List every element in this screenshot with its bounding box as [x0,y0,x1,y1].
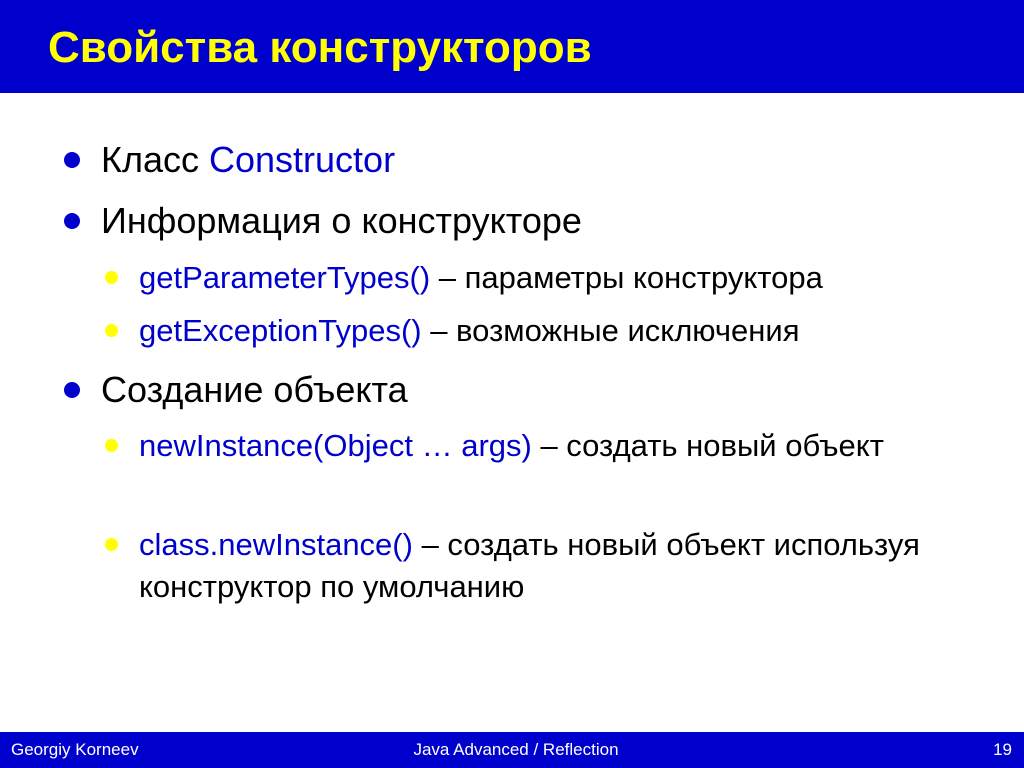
method-description: – возможные исключения [421,313,800,348]
bullet-dot-icon [64,382,80,398]
bullet-item-constructor-info [101,200,582,242]
method-name-code: newInstance(Object … args) [139,428,532,463]
sub-bullet-dot-icon [105,439,118,452]
bullet-item-constructor-class [101,139,395,181]
sub-bullet-dot-icon [105,271,118,284]
class-name-code: Constructor [209,139,396,180]
sub-bullet-exception-types [139,310,979,352]
bullet-item-object-creation [101,369,408,411]
sub-bullet-dot-icon [105,538,118,551]
bullet-text: Информация о конструкторе [101,200,582,241]
bullet-text: Класс [101,139,209,180]
sub-bullet-parameter-types [139,257,979,299]
footer-course-title: Java Advanced / Reflection [413,740,619,759]
slide-title: Свойства конструкторов [48,23,592,72]
method-name-code: getParameterTypes() [139,260,431,295]
method-description: – параметры конструктора [430,260,823,295]
sub-bullet-class-new-instance [139,524,979,608]
footer-bar [0,732,1024,768]
sub-bullet-dot-icon [105,324,118,337]
bullet-dot-icon [64,213,80,229]
bullet-dot-icon [64,152,80,168]
method-description: – создать новый объект используя конструктор по умолчанию [139,527,920,604]
bullet-text: Создание объекта [101,369,408,410]
page-number: 19 [993,740,1012,759]
method-name-code: getExceptionTypes() [139,313,422,348]
sub-bullet-new-instance [139,425,979,467]
title-bar [0,0,1024,93]
method-description: – создать новый объект [531,428,884,463]
footer-author: Georgiy Korneev [11,740,139,759]
method-name-code: class.newInstance() [139,527,413,562]
